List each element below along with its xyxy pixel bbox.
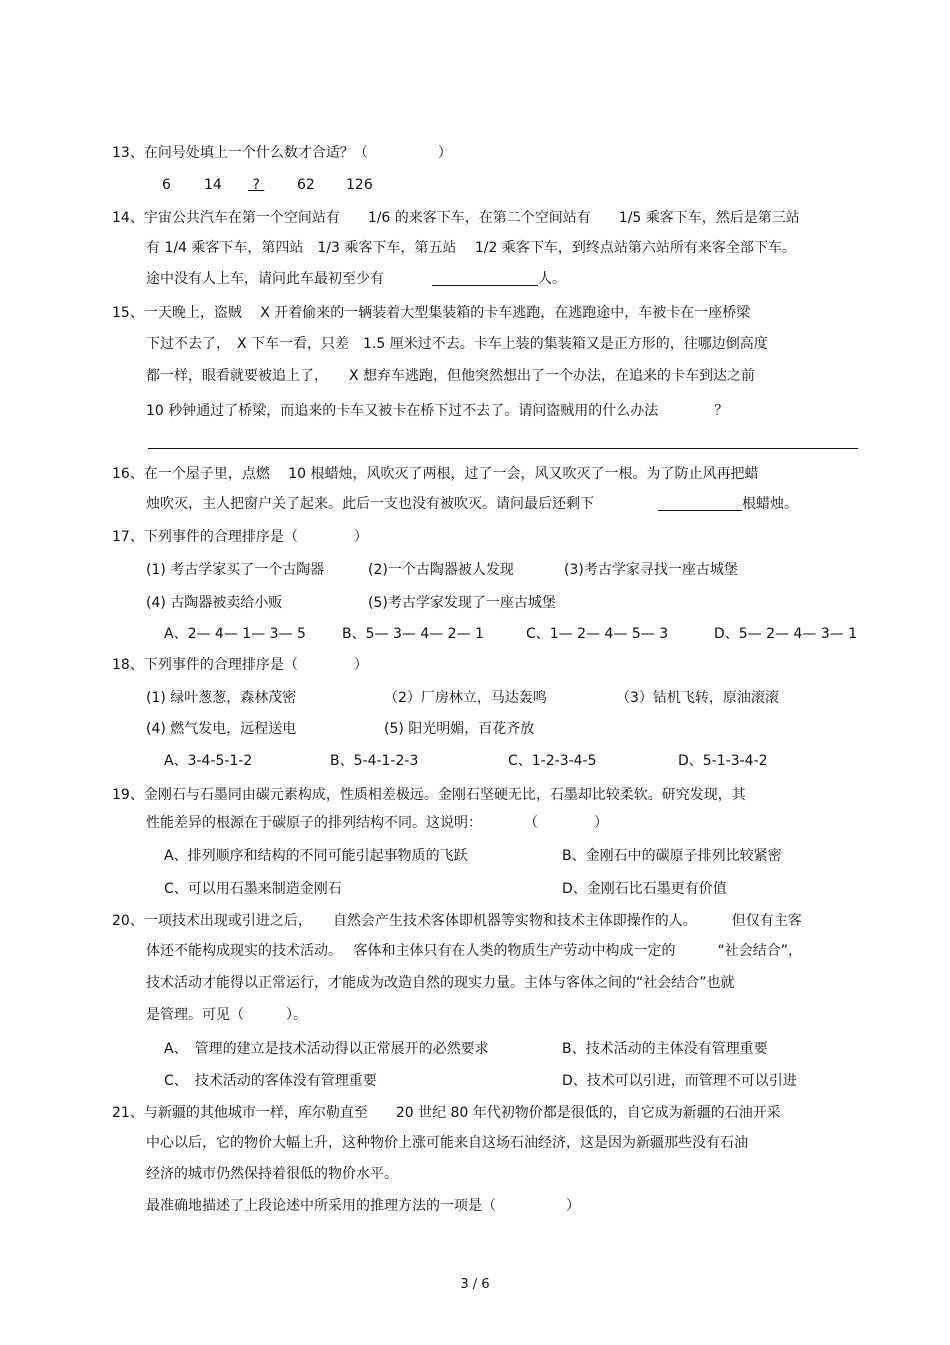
q19-option-d[interactable]: D、金刚石比石墨更有价值 <box>562 881 727 897</box>
q20-option-b[interactable]: B、技术活动的主体没有管理重要 <box>562 1041 768 1057</box>
q13-seq-item: 126 <box>346 177 373 193</box>
page-number: 3 / 6 <box>460 1277 490 1292</box>
q18-option-d[interactable]: D、5-1-3-4-2 <box>678 753 768 769</box>
q13-seq-item: 14 <box>204 177 222 193</box>
q19-option-b[interactable]: B、金刚石中的碳原子排列比较紧密 <box>562 848 782 864</box>
q21-line-2: 中心以后，它的物价大幅上升，这种物价上涨可能来自这场石油经济，这是因为新疆那些没有石油 <box>146 1135 748 1151</box>
q13-sequence <box>0 175 950 195</box>
q20-option-c[interactable]: C、 技术活动的客体没有管理重要 <box>164 1073 377 1089</box>
q17-item-5: (5)考古学家发现了一座古城堡 <box>368 595 556 611</box>
q15-line-2: 下过不去了， X 下车一看，只差 1.5 厘米过不去。卡车上装的集装箱又是正方形的，往哪边倒高度 <box>146 336 768 352</box>
q15-line-1: 15、一天晚上，盗贼 X 开着偷来的一辆装着大型集装箱的卡车逃跑，在逃跑途中，车被卡在一座桥梁 <box>112 305 751 321</box>
q18-option-a[interactable]: A、3-4-5-1-2 <box>164 753 253 769</box>
q15-answer-line[interactable] <box>148 448 858 449</box>
q18-option-c[interactable]: C、1-2-3-4-5 <box>508 753 597 769</box>
q19-line-1: 19、金刚石与石墨同由碳元素构成，性质相差极远。金刚石坚硬无比，石墨却比较柔软。研究发现，其 <box>112 787 746 803</box>
q19-option-c[interactable]: C、可以用石墨来制造金刚石 <box>164 881 342 897</box>
q18-item-1: (1) 绿叶葱葱，森林茂密 <box>146 690 297 706</box>
q13-seq-item: 62 <box>297 177 315 193</box>
q21-line-4: 最准确地描述了上段论述中所采用的推理方法的一项是（ ） <box>146 1198 580 1214</box>
q20-line-3: 技术活动才能得以正常运行，才能成为改造自然的现实力量。主体与客体之间的“社会结合”也就 <box>146 975 735 991</box>
q17-item-4: (4) 古陶器被卖给小贩 <box>146 595 283 611</box>
q20-line-4: 是管理。可见（ ）。 <box>146 1007 307 1023</box>
q18-stem: 18、下列事件的合理排序是（ ） <box>112 657 368 673</box>
q16-answer-blank[interactable] <box>658 494 742 511</box>
q17-option-c[interactable]: C、1— 2— 4— 5— 3 <box>526 626 669 642</box>
q17-option-b[interactable]: B、5— 3— 4— 2— 1 <box>342 626 484 642</box>
q17-item-2: (2)一个古陶器被人发现 <box>368 562 514 578</box>
q15-line-3: 都一样，眼看就要被追上了， X 想弃车逃跑，但他突然想出了一个办法，在追来的卡车到达之前 <box>146 368 756 384</box>
q14-unit: 人。 <box>538 271 566 287</box>
q17-option-a[interactable]: A、2— 4— 1— 3— 5 <box>164 626 306 642</box>
q14-line-3-text: 途中没有人上车，请问此车最初至少有 <box>146 271 384 287</box>
q16-line-1: 16、在一个屋子里，点燃 10 根蜡烛，风吹灭了两根，过了一会，风又吹灭了一根。为了防止风再把蜡 <box>112 466 759 482</box>
q20-line-1: 20、一项技术出现或引进之后， 自然会产生技术客体即机器等实物和技术主体即操作的人。 但仅有主客 <box>112 913 802 929</box>
q16-unit: 根蜡烛。 <box>742 496 798 512</box>
q13-seq-unknown: ? <box>252 177 260 193</box>
q17-option-d[interactable]: D、5— 2— 4— 3— 1 <box>714 626 858 642</box>
q18-item-5: (5) 阳光明媚，百花齐放 <box>384 721 535 737</box>
q20-line-2: 体还不能构成现实的技术活动。 客体和主体只有在人类的物质生产劳动中构成一定的 “社会结合”， <box>146 943 802 959</box>
q17-stem: 17、下列事件的合理排序是（ ） <box>112 529 368 545</box>
q20-option-d[interactable]: D、技术可以引进，而管理不可以引进 <box>562 1073 797 1089</box>
q21-line-3: 经济的城市仍然保持着很低的物价水平。 <box>146 1166 398 1182</box>
q18-item-2: （2）厂房林立，马达轰鸣 <box>384 690 547 706</box>
q16-line-2 <box>146 494 798 514</box>
q20-option-a[interactable]: A、 管理的建立是技术活动得以正常展开的必然要求 <box>164 1041 489 1057</box>
q13-seq-item: 6 <box>162 177 171 193</box>
q18-item-4: (4) 燃气发电，远程送电 <box>146 721 297 737</box>
q14-line-3 <box>146 269 566 289</box>
q17-item-1: (1) 考古学家买了一个古陶器 <box>146 562 325 578</box>
q14-line-1: 14、宇宙公共汽车在第一个空间站有 1/6 的来客下车，在第二个空间站有 1/5 乘客下车，然后是第三站 <box>112 210 800 226</box>
q18-item-3: （3）钻机飞转，原油滚滚 <box>616 690 779 706</box>
q15-line-4: 10 秒钟通过了桥梁，而追来的卡车又被卡在桥下过不去了。请问盗贼用的什么办法 ？ <box>146 403 729 419</box>
q19-option-a[interactable]: A、排列顺序和结构的不同可能引起事物质的飞跃 <box>164 848 468 864</box>
q21-line-1: 21、与新疆的其他城市一样，库尔勒直至 20 世纪 80 年代初物价都是很低的，自它成为新疆的石油开采 <box>112 1105 781 1121</box>
q14-answer-blank[interactable] <box>432 269 538 286</box>
q17-item-3: (3)考古学家寻找一座古城堡 <box>564 562 738 578</box>
q16-line-2-text: 烛吹灭，主人把窗户关了起来。此后一支也没有被吹灭。请问最后还剩下 <box>146 496 594 512</box>
q14-line-2: 有 1/4 乘客下车，第四站 1/3 乘客下车，第五站 1/2 乘客下车，到终点站第六站所有来客全部下车。 <box>146 240 796 256</box>
q13-stem: 13、在问号处填上一个什么数才合适？（ ） <box>112 145 452 161</box>
q18-option-b[interactable]: B、5-4-1-2-3 <box>330 753 419 769</box>
q19-line-2: 性能差异的根源在于碳原子的排列结构不同。这说明： （ ） <box>146 815 608 831</box>
